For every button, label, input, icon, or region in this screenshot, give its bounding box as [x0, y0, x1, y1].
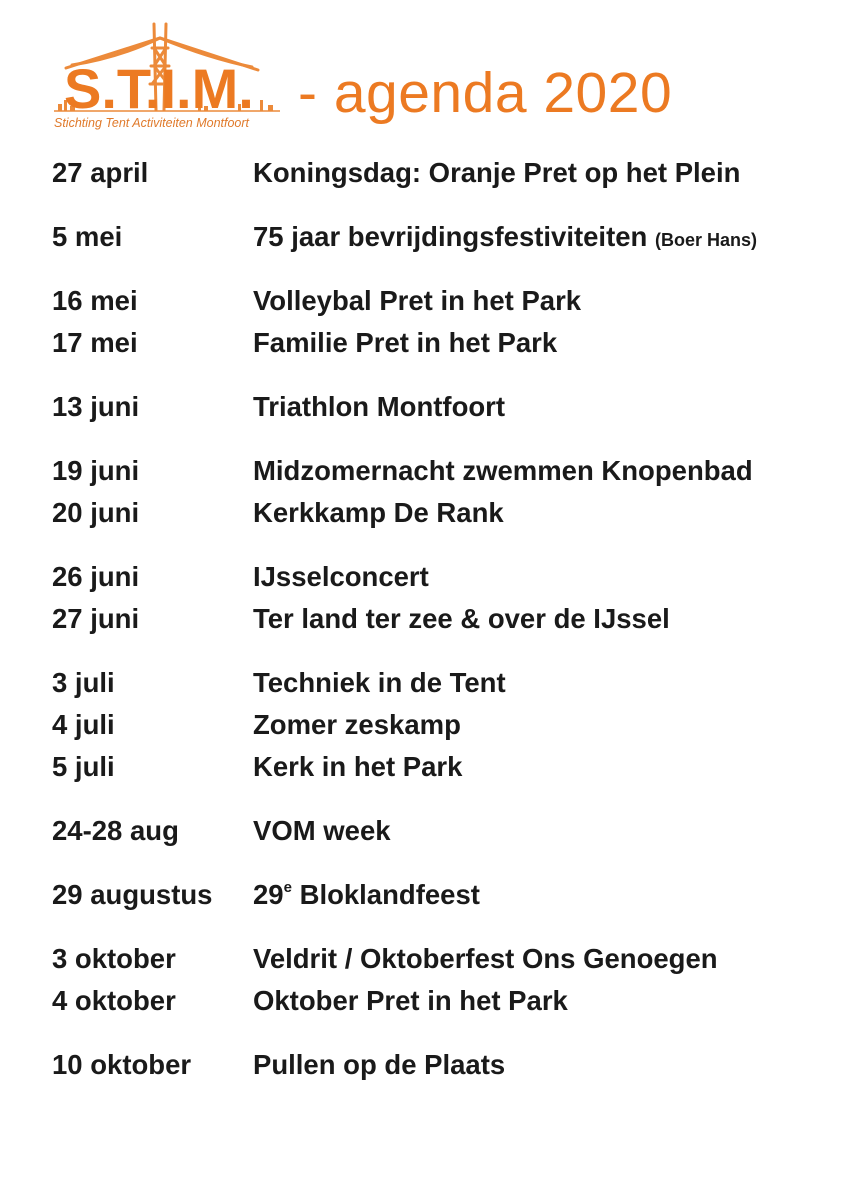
agenda-row — [52, 1044, 842, 1086]
agenda-event: Veldrit / Oktoberfest Ons Genoegen — [253, 943, 718, 974]
agenda-event: Oktober Pret in het Park — [253, 985, 568, 1016]
agenda-event: Pullen op de Plaats — [253, 1049, 506, 1080]
agenda-date: 13 juni — [52, 391, 140, 422]
agenda-date: 26 juni — [52, 561, 140, 592]
agenda-date: 16 mei — [52, 285, 138, 316]
agenda-date: 17 mei — [52, 327, 138, 358]
agenda-event-ordinal-suffix: e — [283, 878, 292, 896]
agenda-event: Volleybal Pret in het Park — [253, 285, 582, 316]
stim-letters-icon — [48, 18, 298, 118]
agenda-event: 75 jaar bevrijdingsfestiviteiten — [253, 221, 648, 252]
agenda-date: 10 oktober — [52, 1049, 192, 1080]
agenda-row — [52, 662, 842, 704]
agenda-list — [52, 152, 842, 1086]
agenda-date: 4 oktober — [52, 985, 176, 1016]
agenda-date: 27 april — [52, 157, 149, 188]
agenda-date: 24-28 aug — [52, 815, 179, 846]
agenda-row — [52, 938, 842, 980]
agenda-event-note: (Boer Hans) — [654, 230, 757, 250]
agenda-event: Ter land ter zee & over de IJssel — [253, 603, 670, 634]
agenda-event: Triathlon Montfoort — [253, 391, 506, 422]
agenda-event: Familie Pret in het Park — [253, 327, 558, 358]
agenda-event: Techniek in de Tent — [253, 667, 506, 698]
agenda-date: 3 oktober — [52, 943, 176, 974]
agenda-date: 4 juli — [52, 709, 115, 740]
agenda-row — [52, 450, 842, 492]
agenda-date: 19 juni — [52, 455, 140, 486]
stim-logo — [48, 18, 298, 136]
agenda-row — [52, 598, 842, 640]
agenda-row — [52, 492, 842, 534]
logo-letters: S.T.I.M. — [64, 57, 254, 118]
agenda-event-group — [253, 874, 480, 916]
agenda-row — [52, 704, 842, 746]
agenda-event: IJsselconcert — [253, 561, 429, 592]
agenda-event-ordinal: 29 — [253, 879, 284, 910]
agenda-row — [52, 874, 842, 916]
agenda-event: Zomer zeskamp — [253, 709, 461, 740]
agenda-date: 5 juli — [52, 751, 115, 782]
agenda-row — [52, 322, 842, 364]
agenda-date: 3 juli — [52, 667, 115, 698]
agenda-row — [52, 152, 842, 194]
agenda-event-group — [253, 216, 757, 261]
agenda-row — [52, 980, 842, 1022]
agenda-event: Koningsdag: Oranje Pret op het Plein — [253, 157, 741, 188]
agenda-row — [52, 556, 842, 598]
agenda-row — [52, 280, 842, 322]
agenda-event: Midzomernacht zwemmen Knopenbad — [253, 455, 753, 486]
agenda-row — [52, 216, 842, 258]
agenda-event: Kerk in het Park — [253, 751, 463, 782]
agenda-date: 5 mei — [52, 221, 123, 252]
agenda-date: 29 augustus — [52, 879, 213, 910]
agenda-event: Bloklandfeest — [299, 879, 480, 910]
logo-caption: Stichting Tent Activiteiten Montfoort — [54, 116, 250, 130]
agenda-row — [52, 386, 842, 428]
agenda-event: VOM week — [253, 815, 391, 846]
agenda-date: 20 juni — [52, 497, 140, 528]
agenda-row — [52, 746, 842, 788]
page-header — [48, 18, 808, 138]
agenda-date: 27 juni — [52, 603, 140, 634]
page-title: - agenda 2020 — [298, 61, 673, 125]
agenda-row — [52, 810, 842, 852]
agenda-event: Kerkkamp De Rank — [253, 497, 504, 528]
